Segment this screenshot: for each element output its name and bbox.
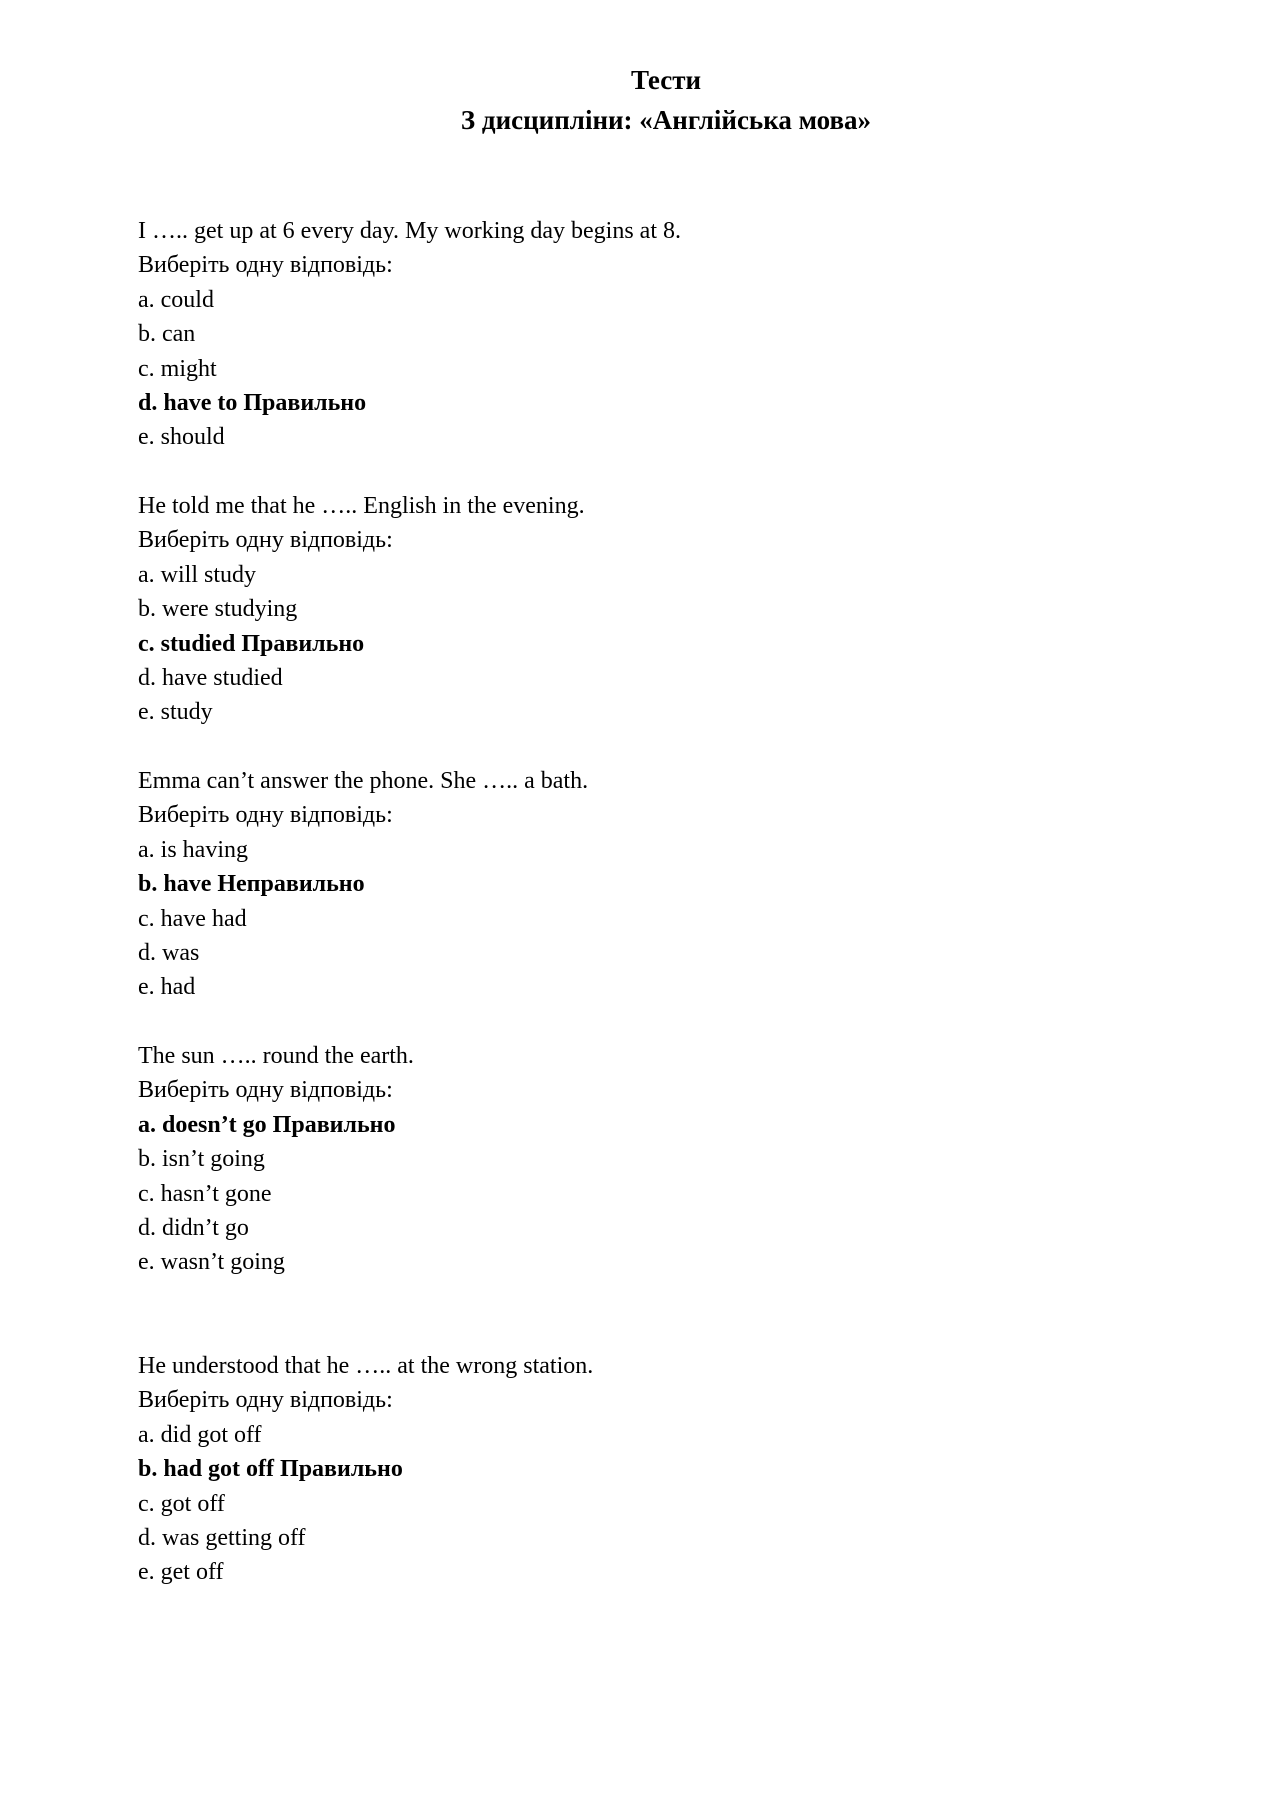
answer-option: [138, 695, 1138, 729]
selected-answer-option: [138, 1452, 1138, 1486]
answer-option: [138, 558, 1138, 592]
answer-option: [138, 970, 1138, 1004]
document-header: [0, 60, 1280, 140]
selected-answer-option: [138, 386, 1138, 420]
answer-option: [138, 1521, 1138, 1555]
question-text: The sun ….. round the earth.: [138, 1043, 414, 1069]
answer-option: [138, 352, 1138, 386]
question-block: [138, 1039, 1138, 1280]
option-label: e. get off: [138, 1559, 224, 1586]
question-block: [138, 214, 1138, 455]
option-label: b. have: [138, 871, 212, 898]
option-label: c. got off: [138, 1490, 225, 1517]
option-label: d. was getting off: [138, 1525, 306, 1552]
document-title: Тести: [630, 65, 702, 95]
question-text: He told me that he ….. English in the evening.: [138, 493, 585, 519]
option-label: d. didn’t go: [138, 1215, 249, 1242]
question-instruction: Виберіть одну відповідь:: [138, 802, 393, 829]
option-label: c. might: [138, 355, 217, 382]
selected-answer-option: [138, 1108, 1138, 1142]
answer-option: [138, 1142, 1138, 1176]
answer-option: [138, 902, 1138, 936]
answer-option: [138, 592, 1138, 626]
document-subtitle: З дисципліни: «Англійська мова»: [460, 105, 872, 135]
answer-option: [138, 833, 1138, 867]
question-block: [138, 1349, 1138, 1590]
question-instruction: Виберіть одну відповідь:: [138, 527, 393, 554]
selected-answer-option: [138, 867, 1138, 901]
option-label: b. isn’t going: [138, 1146, 265, 1173]
option-label: e. study: [138, 699, 213, 726]
answer-option: [138, 1245, 1138, 1279]
answer-option: [138, 1487, 1138, 1521]
option-label: b. were studying: [138, 596, 298, 623]
question-block: [138, 764, 1138, 1005]
answer-option: [138, 1555, 1138, 1589]
option-label: d. was: [138, 940, 200, 967]
answer-verdict: Правильно: [243, 390, 367, 417]
answer-verdict: Правильно: [241, 630, 365, 657]
answer-verdict: Правильно: [272, 1111, 396, 1138]
answer-option: [138, 661, 1138, 695]
answer-option: [138, 420, 1138, 454]
answer-verdict: Правильно: [280, 1456, 403, 1483]
option-label: c. studied: [138, 630, 236, 657]
question-instruction: Виберіть одну відповідь:: [138, 1387, 393, 1414]
answer-option: [138, 283, 1138, 317]
answer-option: [138, 1418, 1138, 1452]
option-label: c. hasn’t gone: [138, 1180, 272, 1207]
option-label: b. had got off: [138, 1456, 275, 1483]
answer-verdict: Неправильно: [217, 871, 365, 898]
question-instruction: Виберіть одну відповідь:: [138, 252, 393, 279]
option-label: a. will study: [138, 561, 256, 588]
option-label: e. had: [138, 974, 196, 1001]
question-text: Emma can’t answer the phone. She ….. a bath.: [138, 768, 589, 794]
answer-option: [138, 1177, 1138, 1211]
option-label: c. have had: [138, 905, 247, 932]
option-label: a. did got off: [138, 1421, 262, 1448]
option-label: d. have to: [138, 390, 238, 417]
option-label: e. wasn’t going: [138, 1249, 285, 1276]
question-text: He understood that he ….. at the wrong station.: [138, 1353, 594, 1379]
option-label: b. can: [138, 321, 196, 348]
question-instruction: Виберіть одну відповідь:: [138, 1077, 393, 1104]
option-label: a. is having: [138, 836, 248, 863]
option-label: a. doesn’t go: [138, 1111, 267, 1138]
option-label: e. should: [138, 424, 225, 451]
answer-option: [138, 317, 1138, 351]
option-label: a. could: [138, 286, 214, 313]
question-block: [138, 489, 1138, 730]
answer-option: [138, 1211, 1138, 1245]
answer-option: [138, 936, 1138, 970]
option-label: d. have studied: [138, 665, 283, 692]
selected-answer-option: [138, 627, 1138, 661]
question-text: I ….. get up at 6 every day. My working day begins at 8.: [138, 218, 681, 244]
